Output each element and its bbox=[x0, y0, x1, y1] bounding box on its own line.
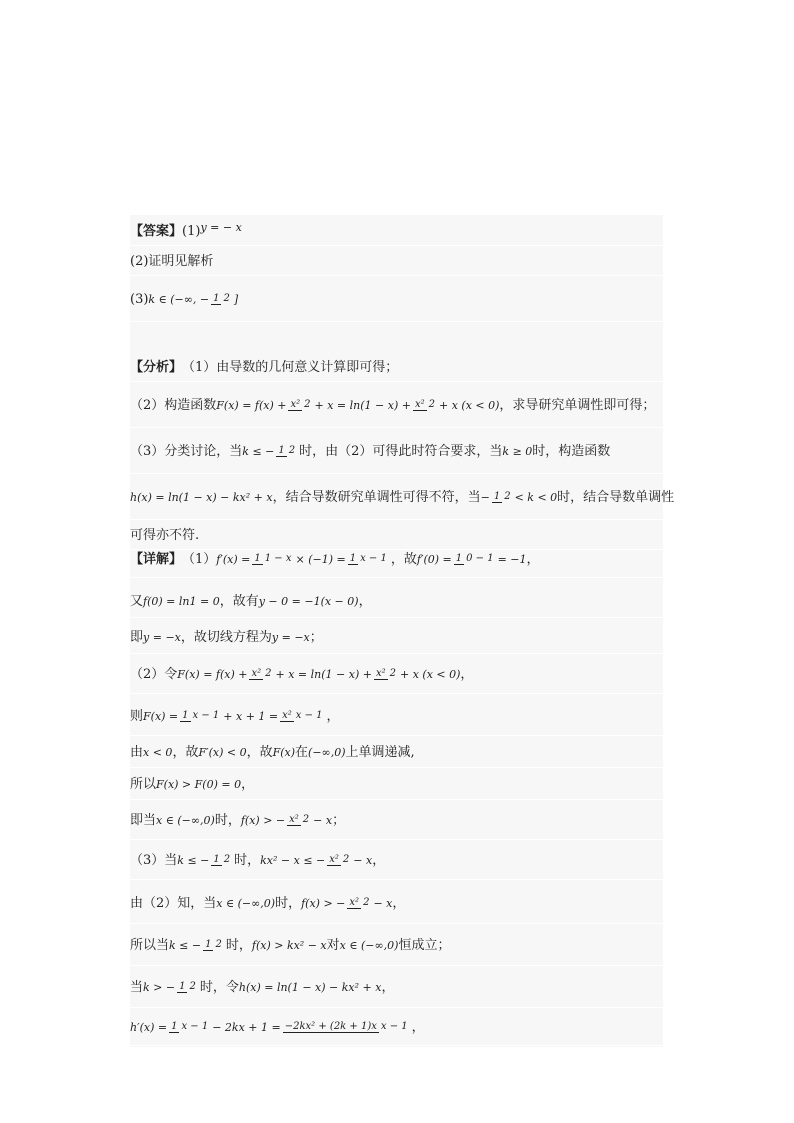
detail-text: 即当 bbox=[130, 812, 157, 828]
detail-text: ，故 bbox=[172, 744, 199, 760]
detail-text: ， bbox=[372, 852, 386, 868]
analysis-text: ，结合导数研究单调性可得不符，当 bbox=[272, 489, 481, 505]
detail-text: ， bbox=[392, 895, 406, 911]
detail-text: 时， bbox=[214, 812, 241, 828]
detail-label: 【详解】 bbox=[130, 551, 183, 567]
fraction: x² 2 bbox=[290, 398, 311, 410]
analysis-text: 时，结合导数单调性 bbox=[557, 489, 675, 505]
fraction: x² 2 bbox=[251, 667, 272, 679]
math-expression: x < 0 bbox=[143, 745, 173, 759]
detail-text: 时，令 bbox=[199, 979, 239, 995]
detail-line-10 bbox=[130, 883, 663, 924]
analysis-text: 时，由（2）可得此时符合要求，当 bbox=[299, 443, 503, 459]
fraction: x² 2 bbox=[329, 853, 350, 865]
math-expression: k ≤ − bbox=[169, 938, 202, 952]
math-expression: F(x) > F(0) = 0 bbox=[156, 777, 242, 791]
answer-label: 【答案】 bbox=[130, 223, 183, 239]
math-expression: + x = ln(1 − x) + bbox=[275, 667, 372, 681]
math-expression: f′(x) = bbox=[216, 552, 251, 566]
detail-text: 由（2）知，当 bbox=[130, 895, 217, 911]
math-expression: − 2kx + 1 = bbox=[212, 1020, 281, 1034]
math-expression: kx² − x ≤ − bbox=[260, 853, 326, 867]
fraction: 1 2 bbox=[205, 938, 222, 950]
math-expression: h(x) = ln(1 − x) − kx² + x bbox=[130, 490, 273, 504]
fraction: 1 x − 1 bbox=[182, 709, 220, 721]
fraction: 1 1 − x bbox=[254, 552, 292, 564]
math-expression: h(x) = ln(1 − x) − kx² + x bbox=[238, 980, 382, 994]
detail-text: ， bbox=[381, 979, 395, 995]
detail-text: 又 bbox=[130, 593, 144, 609]
answer-part3-prefix: (3) bbox=[130, 291, 149, 307]
math-expression: f′(0) = bbox=[416, 552, 452, 566]
answer-line-1 bbox=[130, 217, 663, 246]
analysis-label: 【分析】 bbox=[130, 359, 183, 375]
math-expression: f(x) > kx² − x bbox=[251, 938, 327, 952]
detail-line-1 bbox=[130, 541, 663, 578]
fraction: x² 2 bbox=[289, 813, 310, 825]
analysis-text-1: （1）由导数的几何意义计算即可得； bbox=[182, 359, 399, 375]
detail-line-5 bbox=[130, 697, 663, 736]
detail-line-9 bbox=[130, 841, 663, 880]
math-expression: × (−1) = bbox=[295, 552, 346, 566]
answer-line-3 bbox=[130, 277, 663, 322]
analysis-line-4 bbox=[130, 475, 675, 520]
math-expression: < k < 0 bbox=[514, 490, 558, 504]
math-expression: + x + 1 = bbox=[223, 709, 279, 723]
fraction: 1 2 bbox=[493, 490, 511, 502]
detail-text: ； bbox=[309, 629, 323, 645]
math-expression: f(x) > − bbox=[301, 896, 346, 910]
answer-part3-math: k ∈ (−∞, − bbox=[148, 292, 210, 306]
answer-part1-prefix: (1) bbox=[182, 223, 201, 239]
detail-line-8 bbox=[130, 801, 663, 840]
math-expression: F(x) = f(x) + bbox=[177, 667, 248, 681]
fraction: 1 2 bbox=[179, 980, 196, 992]
math-expression: y = −x bbox=[271, 630, 310, 644]
detail-text: ，故 bbox=[390, 551, 417, 567]
detail-text: 则 bbox=[130, 708, 144, 724]
fraction: −2kx² + (2k + 1)x x − 1 bbox=[284, 1020, 408, 1032]
math-expression: − x bbox=[353, 853, 373, 867]
answer-part2: (2)证明见解析 bbox=[130, 253, 214, 269]
detail-line-6 bbox=[130, 737, 663, 768]
detail-text: （1） bbox=[182, 551, 217, 567]
detail-text: 所以当 bbox=[130, 937, 170, 953]
math-expression: F(x) bbox=[272, 745, 296, 759]
fraction: 1 x − 1 bbox=[349, 552, 387, 564]
math-expression: y − 0 = −1(x − 0) bbox=[258, 594, 359, 608]
answer-line-2 bbox=[130, 247, 663, 276]
fraction: 1 2 bbox=[278, 444, 296, 456]
detail-text: ， bbox=[411, 1019, 425, 1035]
detail-text: 所以 bbox=[130, 776, 157, 792]
fraction: x² x − 1 bbox=[282, 709, 323, 721]
fraction: x² 2 bbox=[414, 398, 435, 410]
detail-text: 恒成立； bbox=[398, 937, 451, 953]
math-expression: = −1 bbox=[497, 552, 527, 566]
analysis-line-2 bbox=[130, 383, 663, 428]
detail-line-12 bbox=[130, 967, 663, 1008]
math-expression: F(x) = f(x) + bbox=[216, 398, 287, 412]
detail-line-2 bbox=[130, 585, 663, 618]
detail-text: 即 bbox=[130, 629, 144, 645]
detail-line-3 bbox=[130, 621, 663, 654]
answer-part3-fraction: 1 2 bbox=[213, 292, 230, 304]
detail-text: 上单调递减, bbox=[345, 744, 415, 760]
answer-part3-tail: ] bbox=[233, 292, 239, 306]
math-expression: x ∈ (−∞,0) bbox=[216, 896, 276, 910]
math-expression: x ∈ (−∞,0) bbox=[156, 813, 215, 827]
answer-part1-math: y = − x bbox=[200, 220, 242, 234]
detail-text: 当 bbox=[130, 979, 144, 995]
math-expression: + x (x < 0) bbox=[439, 398, 500, 412]
detail-text: ，故有 bbox=[219, 593, 259, 609]
analysis-text: ，求导研究单调性即可得； bbox=[499, 397, 656, 413]
detail-line-11 bbox=[130, 925, 663, 966]
detail-text: ， bbox=[460, 666, 474, 682]
fraction: 1 0 − 1 bbox=[455, 552, 494, 564]
math-expression: + x (x < 0) bbox=[400, 667, 461, 681]
fraction: x² 2 bbox=[349, 896, 370, 908]
analysis-text: 可得亦不符. bbox=[130, 527, 200, 543]
fraction: 1 2 bbox=[213, 853, 231, 865]
detail-text: 由 bbox=[130, 744, 144, 760]
detail-text: 时， bbox=[275, 895, 302, 911]
detail-line-13 bbox=[130, 1009, 663, 1046]
math-expression: − x bbox=[313, 813, 333, 827]
detail-text: ，故切线方程为 bbox=[180, 629, 272, 645]
analysis-text: 时，构造函数 bbox=[532, 443, 611, 459]
math-expression: f(0) = ln1 = 0 bbox=[143, 594, 220, 608]
math-expression: F(x) = bbox=[143, 709, 179, 723]
detail-line-7 bbox=[130, 769, 663, 800]
detail-text: 时， bbox=[234, 852, 261, 868]
math-expression: k > − bbox=[143, 980, 176, 994]
math-expression: (−∞,0) bbox=[308, 745, 346, 759]
math-expression: − bbox=[480, 490, 490, 504]
detail-text: ，故 bbox=[246, 744, 273, 760]
detail-text: 对 bbox=[326, 937, 340, 953]
detail-text: 在 bbox=[295, 744, 309, 760]
detail-text: ， bbox=[358, 593, 372, 609]
math-expression: k ≤ − bbox=[242, 444, 275, 458]
math-expression: k ≥ 0 bbox=[502, 444, 533, 458]
fraction: 1 x − 1 bbox=[171, 1020, 209, 1032]
math-expression: h′(x) = bbox=[130, 1020, 168, 1034]
math-expression: x ∈ (−∞,0) bbox=[339, 938, 399, 952]
math-expression: − x bbox=[373, 896, 393, 910]
analysis-line-1 bbox=[130, 353, 663, 382]
math-expression: k ≤ − bbox=[177, 853, 210, 867]
detail-text: 时， bbox=[225, 937, 252, 953]
solution-panel bbox=[130, 215, 675, 1047]
detail-text: ； bbox=[332, 812, 346, 828]
detail-text: ， bbox=[526, 551, 540, 567]
analysis-text: （3）分类讨论，当 bbox=[130, 443, 243, 459]
detail-line-4 bbox=[130, 655, 663, 694]
detail-text: ， bbox=[326, 708, 340, 724]
math-expression: + x = ln(1 − x) + bbox=[314, 398, 411, 412]
analysis-text: （2）构造函数 bbox=[130, 397, 217, 413]
analysis-line-3 bbox=[130, 429, 663, 474]
math-expression: f(x) > − bbox=[240, 813, 286, 827]
detail-text: （2）令 bbox=[130, 666, 178, 682]
fraction: x² 2 bbox=[375, 667, 396, 679]
detail-text: （3）当 bbox=[130, 852, 178, 868]
math-expression: F′(x) < 0 bbox=[198, 745, 247, 759]
math-expression: y = −x bbox=[143, 630, 181, 644]
detail-text: ， bbox=[241, 776, 255, 792]
